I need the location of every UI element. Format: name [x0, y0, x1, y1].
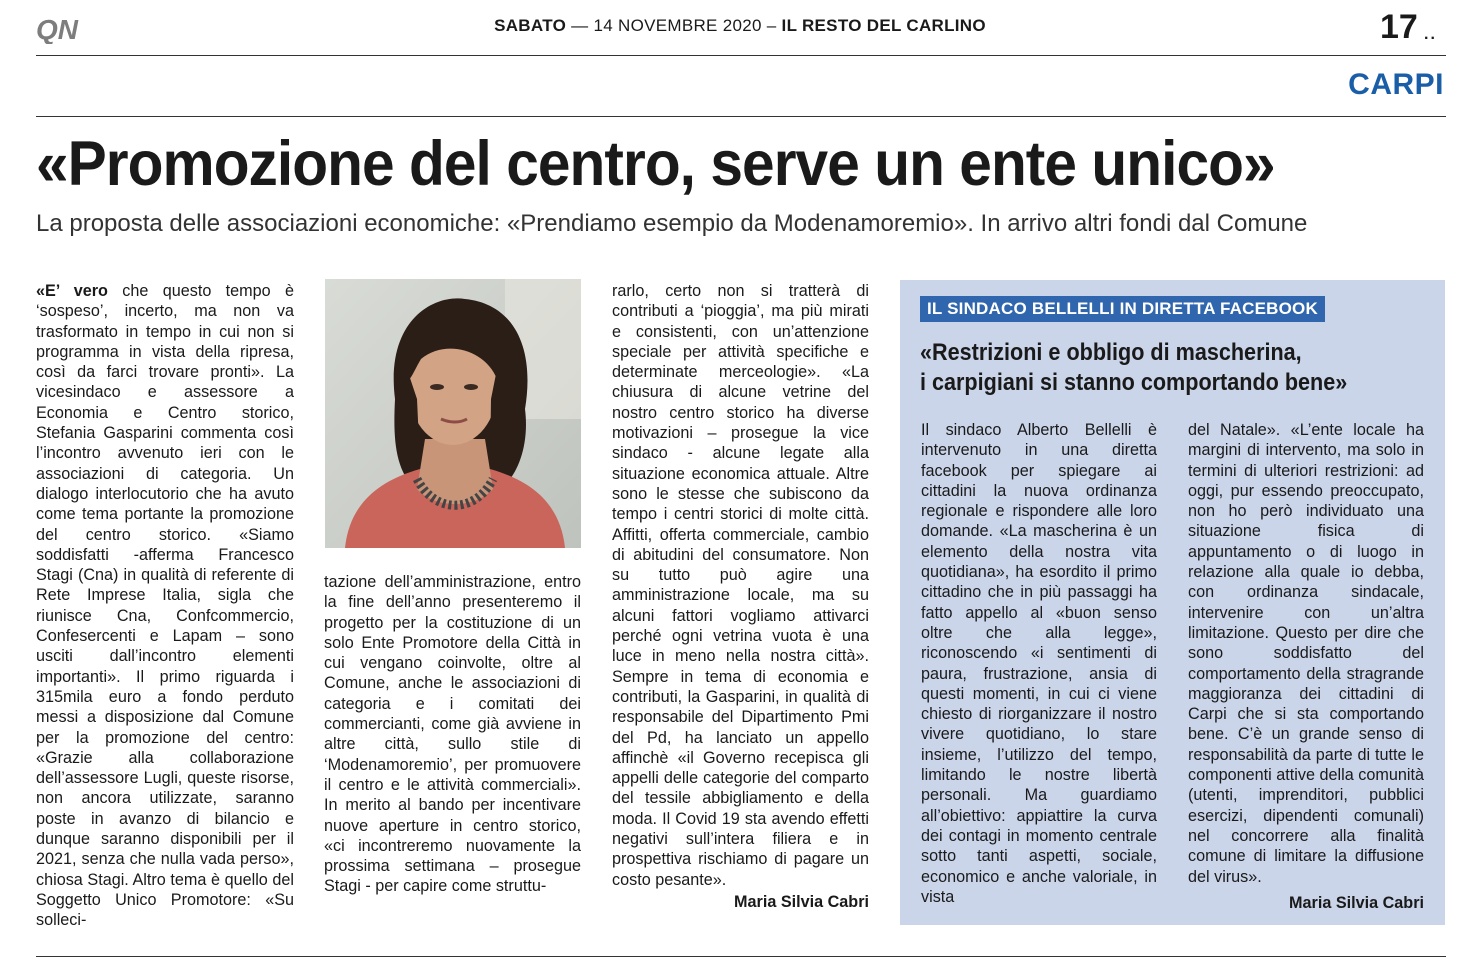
article-col1-text: che questo tempo è ‘sospeso’, incerto, ma non va trasformato in tempo in cui non si programma in vista della ripresa, così da farci trovare pronti». La vicesindaco e assessore a Economia e Centro storico, Stefania Gasparini commenta così l’incontro avvenuto ieri con le associazioni di categoria. Un dialogo interlocutorio che ha avuto come tema portante la promozione del centro storico. «Siamo soddisfatti -afferma Francesco Stagi (Cna) in qualità di referente di Rete Imprese Italia, sigla che riunisce Cna, Confcommercio, Confesercenti e Lapam – sono usciti dall’incontro elementi importanti». Il primo riguarda i 315mila euro a fondo perduto messi a disposizione dal Comune per la promozione del centro: «Grazie alla collaborazione dell’assessore Lugli, queste risorse, non ancora utilizzate, saranno poste in avanzo di bilancio e dunque saranno disponibili per il 2021, senza che nulla vada perso», chiosa Stagi. Altro tema è quello del Soggetto Unico Promotore: «Su solleci-	[36, 282, 294, 930]
sidebar-title	[920, 338, 1379, 398]
article-byline: Maria Silvia Cabri	[734, 892, 869, 911]
sidebar-column-2	[1188, 420, 1424, 913]
headline: «Promozione del centro, serve un ente unico»	[36, 129, 1275, 199]
article-column-2	[324, 572, 581, 897]
article-col3-text: rarlo, certo non si tratterà di contributi a ‘pioggia’, ma più mirati e consistenti, con un’attenzione speciale per attività specifiche e determinate merceologie». «La chiusura di alcune vetrine del nostro centro storico ha diverse motivazioni – prosegue la vice sindaco - alcune legate alla situazione economica attuale. Altre sono le stesse che subiscono da tempo i centri storici di molte città. Affitti, offerta commerciale, cambio di abitudini del consumatore. Non su tutto può agire una amministrazione locale, ma su alcuni fattori vogliamo attivarci perché ogni vetrina vuota è una luce in meno nella nostra città». Sempre in tema di economia e contributi, la Gasparini, in qualità di responsabile del Dipartimento Pmi del Pd, ha lanciato un appello affinchè «il Governo recepisca gli appelli delle categorie del comparto del tessile abbigliamento e della moda. Il Covid 19 sta avendo effetti negativi sull’intera filiera e in prospettiva rischiamo di pagare un costo pesante».	[612, 282, 869, 889]
sidebar-kicker: IL SINDACO BELLELLI IN DIRETTA FACEBOOK	[920, 296, 1325, 322]
sidebar-title-line-1: «Restrizioni e obbligo di mascherina,	[920, 339, 1302, 366]
sidebar-col1-text: Il sindaco Alberto Bellelli è intervenuto in una diretta facebook per spiegare ai cittadini la nuova ordinanza regionale e rispondere alle loro domande. «La mascherina è un elemento della nostra vita quotidiana», ha esordito il primo cittadino che in più passaggi ha fatto appello al «buon senso oltre che alla legge», riconoscendo «i sentimenti di paura, frustrazione, ansia di questi momenti, in cui ci viene chiesto di riorganizzare il nostro vivere quotidiano, lo stare insieme, l’utilizzo del tempo, limitando le nostre libertà personali. Ma guardiamo all’obiettivo: appiattire la curva dei contagi in momento centrale sotto tanti aspetti, sociale, economico e anche valoriale, in vista	[921, 421, 1157, 906]
folio-paper: IL RESTO DEL CARLINO	[781, 16, 986, 35]
article-lead: «E’ vero	[36, 282, 108, 300]
sidebar-column-1	[921, 420, 1157, 907]
qn-logo	[36, 14, 96, 44]
article-col2-text: tazione dell’amministrazione, entro la fine dell’anno presenteremo il progetto per la costituzione di un solo Ente Promotore della Città in cui vengano coinvolte, oltre al Comune, anche le associazioni di categoria e i comitati dei commercianti, come già avviene in altre città, sullo stile di ‘Modenamoremio’, per promuovere il centro e le attività commerciali». In merito al bando per incentivare nuove aperture in centro storico, «ci incontreremo nuovamente la prossima settimana – prosegue Stagi - per capire come struttu-	[324, 573, 581, 896]
article-column-1	[36, 281, 294, 931]
page-dots: ..	[1424, 26, 1437, 43]
folio-date: — 14 NOVEMBRE 2020 –	[571, 16, 777, 35]
article-photo	[325, 279, 581, 548]
folio-line	[300, 16, 1180, 36]
subheadline: La proposta delle associazioni economiche: «Prendiamo esempio da Modenamoremio». In arrivo altri fondi dal Comune	[36, 210, 1308, 237]
page-number: 17	[1380, 8, 1418, 46]
sidebar-col2-text: del Natale». «L’ente locale ha margini di intervento, ma solo in termini di ulteriori restrizioni: ad oggi, pur essendo preoccupato, non ho però individuato una situazione fisica di appuntamento o di luogo in relazione alla quale io debba, con ordinanza sindacale, intervenire con un’altra limitazione. Questo per dire che sono soddisfatto del comportamento della stragrande maggioranza dei cittadini di Carpi che si sta comportando bene. C’è un grande senso di responsabilità da parte di tutte le componenti attive della comunità (utenti, imprenditori, pubblici esercizi, dipendenti comunali) nel concorrere alla finalità comune di limitare la diffusione del virus».	[1188, 421, 1424, 886]
section-label: CARPI	[1348, 68, 1444, 101]
footer-rule	[36, 956, 1446, 957]
svg-text:QN: QN	[36, 14, 78, 44]
folio-day: SABATO	[494, 16, 567, 35]
section-rule	[36, 116, 1446, 117]
sidebar-byline: Maria Silvia Cabri	[1289, 893, 1424, 912]
header-rule	[36, 55, 1446, 56]
sidebar-title-line-2: i carpigiani si stanno comportando bene»	[920, 369, 1348, 396]
article-column-3	[612, 281, 869, 912]
